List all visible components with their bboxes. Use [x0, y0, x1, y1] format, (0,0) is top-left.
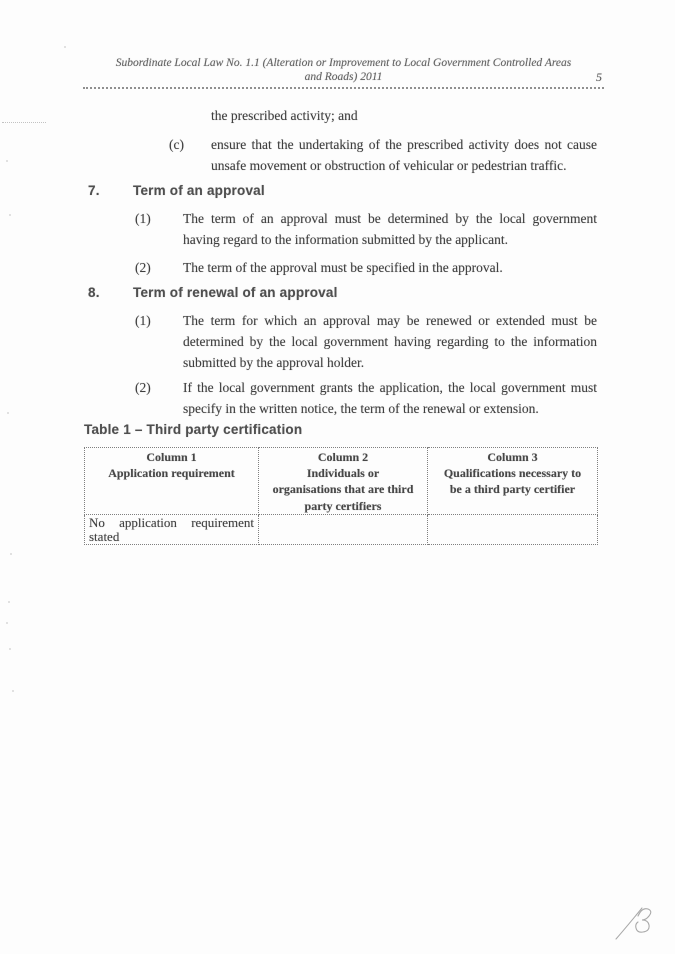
header-title-line2: and Roads) 2011: [304, 70, 383, 83]
column-header-line: be a third party certifier: [449, 482, 576, 497]
table-row: [85, 515, 598, 545]
list-item-c: [169, 134, 597, 176]
scan-speck: [7, 412, 9, 414]
table-caption: Table 1 – Third party certification: [84, 422, 303, 437]
third-party-certification-table: [84, 447, 598, 545]
column-header-line: party certifiers: [304, 498, 382, 513]
list-item-text: The term of the approval must be specified in the approval.: [183, 260, 503, 275]
column-1-header: [85, 448, 259, 515]
list-item-text: The term of an approval must be determined by the local government having regard to the information submitted by the applicant.: [183, 211, 597, 247]
table-cell: No application requirement stated: [85, 515, 259, 545]
list-marker: (1): [135, 211, 151, 226]
running-header: [83, 57, 604, 89]
list-marker: (2): [135, 260, 151, 275]
column-header-line: Column 1: [146, 450, 197, 464]
list-item-text: If the local government grants the application, the local government must specify in the written notice, the term of the renewal or extension.: [183, 380, 597, 416]
section-title: Term of an approval: [133, 183, 265, 198]
column-2-header: [259, 448, 428, 515]
scan-speck: [9, 214, 11, 216]
table-cell: [428, 515, 598, 545]
scan-speck: [10, 553, 12, 555]
scan-speck: [64, 46, 66, 48]
list-marker: (2): [135, 380, 151, 395]
section-title: Term of renewal of an approval: [133, 285, 338, 300]
list-marker: (c): [169, 137, 184, 152]
column-header-line: Column 2: [317, 450, 369, 464]
scan-speck: [8, 601, 10, 603]
list-item-8-2: [135, 377, 597, 419]
scan-speck: [12, 690, 14, 692]
list-marker: (1): [135, 313, 151, 328]
list-item-7-2: [135, 257, 597, 278]
scan-speck: [6, 622, 8, 624]
scan-speck: [9, 648, 11, 650]
paragraph-continuation: the prescribed activity; and: [211, 108, 358, 123]
section-heading-7: [88, 181, 597, 200]
scan-artifact-line: [2, 122, 46, 123]
column-header-line: Qualifications necessary to: [443, 466, 582, 481]
column-header-line: Individuals or: [306, 466, 380, 481]
section-number: 8.: [88, 285, 100, 300]
column-header-line: Application requirement: [108, 466, 235, 481]
column-header-line: Column 3: [487, 450, 538, 464]
list-item-text: ensure that the undertaking of the prescribed activity does not cause unsafe movement or obstruction of vehicular or pedestrian traffic.: [211, 137, 597, 173]
section-number: 7.: [88, 183, 100, 198]
table-header-row: [85, 448, 598, 515]
table-cell: [259, 515, 428, 545]
page-number: 5: [596, 69, 602, 84]
list-item-8-1: [135, 310, 597, 373]
list-item-text: The term for which an approval may be renewed or extended must be determined by the local government having regarding to the information submitted by the approval holder.: [183, 313, 597, 370]
column-header-line: organisations that are third: [272, 482, 414, 497]
section-heading-8: [88, 283, 597, 302]
scan-speck: [6, 160, 8, 162]
handwritten-initials-mark: [606, 897, 670, 945]
column-3-header: [428, 448, 598, 515]
header-title-line1: Subordinate Local Law No. 1.1 (Alteration or Improvement to Local Government Controlled Areas: [115, 57, 572, 69]
list-item-7-1: [135, 208, 597, 250]
